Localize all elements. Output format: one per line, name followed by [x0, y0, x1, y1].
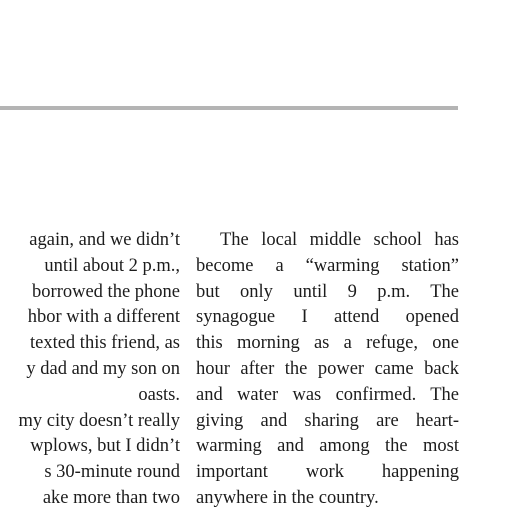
left-column-line: again, and we didn’t: [29, 230, 180, 250]
left-column-line: ake more than two: [42, 487, 180, 508]
left-column-line: texted this friend, as: [29, 333, 180, 354]
right-column-line: warming and among the most: [196, 436, 459, 457]
right-column-line: but only until 9 p.m. The: [196, 281, 459, 302]
left-column-line: borrowed the phone: [32, 281, 180, 302]
left-column-line: wplows, but I didn’t: [30, 436, 180, 457]
right-column-line: this morning as a refuge, one: [196, 333, 459, 354]
right-column-line: important work happening: [196, 462, 459, 483]
left-column-line: until about 2 p.m.,: [44, 255, 180, 276]
left-column-line: hbor with a different: [27, 307, 180, 328]
right-column-line: giving and sharing are heart-: [196, 410, 459, 431]
right-column-line: hour after the power came back: [196, 358, 459, 379]
right-text-column: [196, 228, 459, 512]
left-column-line: y dad and my son on: [26, 358, 180, 379]
right-column-line: The local middle school has: [220, 230, 459, 250]
left-column-line: my city doesn’t really: [18, 410, 180, 431]
right-column-line: become a “warming station”: [196, 255, 459, 276]
right-column-line: synagogue I attend opened: [196, 307, 459, 328]
left-text-column: [19, 228, 181, 512]
right-column-line: and water was confirmed. The: [196, 384, 459, 405]
left-column-line: oasts.: [138, 384, 180, 405]
right-column-line: anywhere in the country.: [196, 487, 379, 508]
left-column-line: s 30-minute round: [44, 462, 180, 483]
section-divider-rule: [0, 106, 458, 110]
